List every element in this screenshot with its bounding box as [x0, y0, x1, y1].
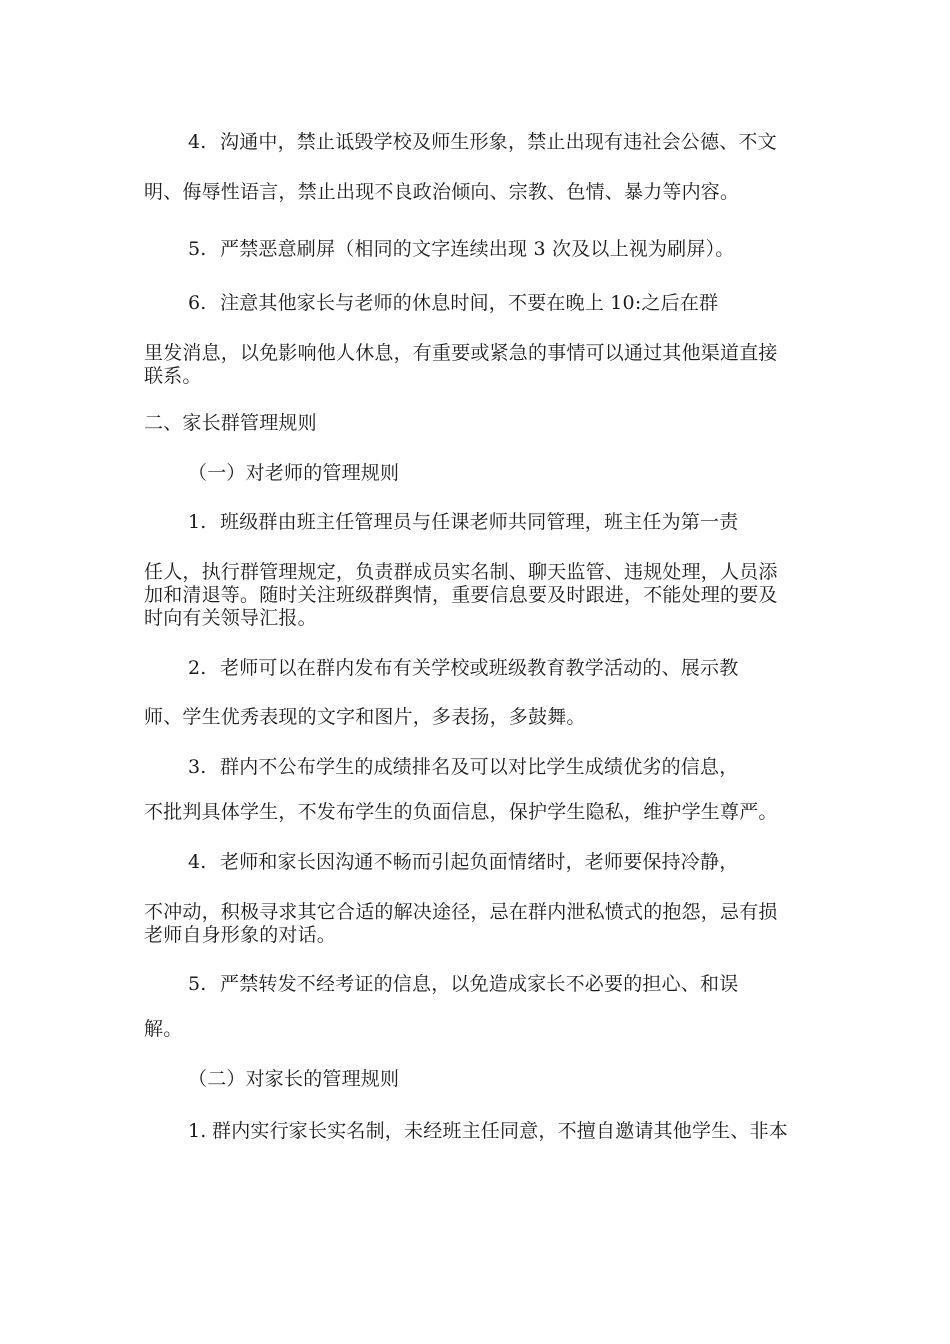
item-number: 5.	[188, 238, 207, 260]
teacher-rule-4-continued: 老师自身形象的对话。	[144, 924, 337, 946]
item-number: 3.	[188, 756, 207, 778]
teacher-rule-1-continued: 任人，执行群管理规定，负责群成员实名制、聊天监管、违规处理，人员添	[144, 561, 778, 583]
item-text: 老师和家长因沟通不畅而引起负面情绪时，老师要保持冷静，	[220, 851, 739, 873]
item-text: 沟通中，禁止诋毁学校及师生形象，禁止出现有违社会公德、不文	[220, 131, 777, 153]
item-text: 严禁恶意刷屏（相同的文字连续出现 3 次及以上视为刷屏）。	[220, 238, 735, 260]
rule-item-4	[188, 130, 777, 154]
item-text: 严禁转发不经考证的信息，以免造成家长不必要的担心、和误	[220, 973, 739, 995]
teacher-rule-5-continued: 解。	[144, 1018, 183, 1040]
item-text: 群内实行家长实名制，未经班主任同意，不擅自邀请其他学生、非本	[212, 1120, 789, 1142]
item-text: 群内不公布学生的成绩排名及可以对比学生成绩优劣的信息，	[220, 756, 739, 778]
section-heading: 二、家长群管理规则	[144, 412, 317, 434]
teacher-rule-4-continued: 不冲动，积极寻求其它合适的解决途径，忌在群内泄私愤式的抱怨，忌有损	[144, 901, 778, 923]
teacher-rule-1-continued: 时向有关领导汇报。	[144, 607, 317, 629]
teacher-rule-2-continued: 师、学生优秀表现的文字和图片，多表扬，多鼓舞。	[144, 706, 586, 728]
item-text: 注意其他家长与老师的休息时间，不要在晚上 10:之后在群	[220, 292, 719, 314]
rule-item-6-continued: 联系。	[144, 365, 202, 387]
item-number: 1.	[188, 1120, 207, 1142]
item-number: 4.	[188, 131, 207, 153]
teacher-rule-3-continued: 不批判具体学生，不发布学生的负面信息，保护学生隐私，维护学生尊严。	[144, 801, 778, 823]
teacher-rule-3	[188, 755, 738, 779]
rule-item-6	[188, 291, 718, 315]
item-number: 6.	[188, 292, 207, 314]
teacher-rule-1	[188, 510, 738, 534]
parent-rule-1	[188, 1119, 788, 1143]
item-text: 班级群由班主任管理员与任课老师共同管理，班主任为第一责	[220, 511, 739, 533]
item-text: 老师可以在群内发布有关学校或班级教育教学活动的、展示教	[220, 657, 739, 679]
teacher-rule-4	[188, 850, 738, 874]
teacher-rule-1-continued: 加和清退等。随时关注班级群舆情，重要信息要及时跟进，不能处理的要及	[144, 584, 778, 606]
rule-item-4-continued: 明、侮辱性语言，禁止出现不良政治倾向、宗教、色情、暴力等内容。	[144, 181, 740, 203]
item-number: 2.	[188, 657, 207, 679]
item-number: 5.	[188, 973, 207, 995]
teacher-rule-2	[188, 656, 738, 680]
subsection-heading-teachers: （一）对老师的管理规则	[188, 462, 400, 484]
teacher-rule-5	[188, 972, 738, 996]
rule-item-6-continued: 里发消息，以免影响他人休息，有重要或紧急的事情可以通过其他渠道直接	[144, 342, 778, 364]
item-number: 1.	[188, 511, 207, 533]
rule-item-5	[188, 237, 734, 261]
item-number: 4.	[188, 851, 207, 873]
subsection-heading-parents: （二）对家长的管理规则	[188, 1068, 400, 1090]
